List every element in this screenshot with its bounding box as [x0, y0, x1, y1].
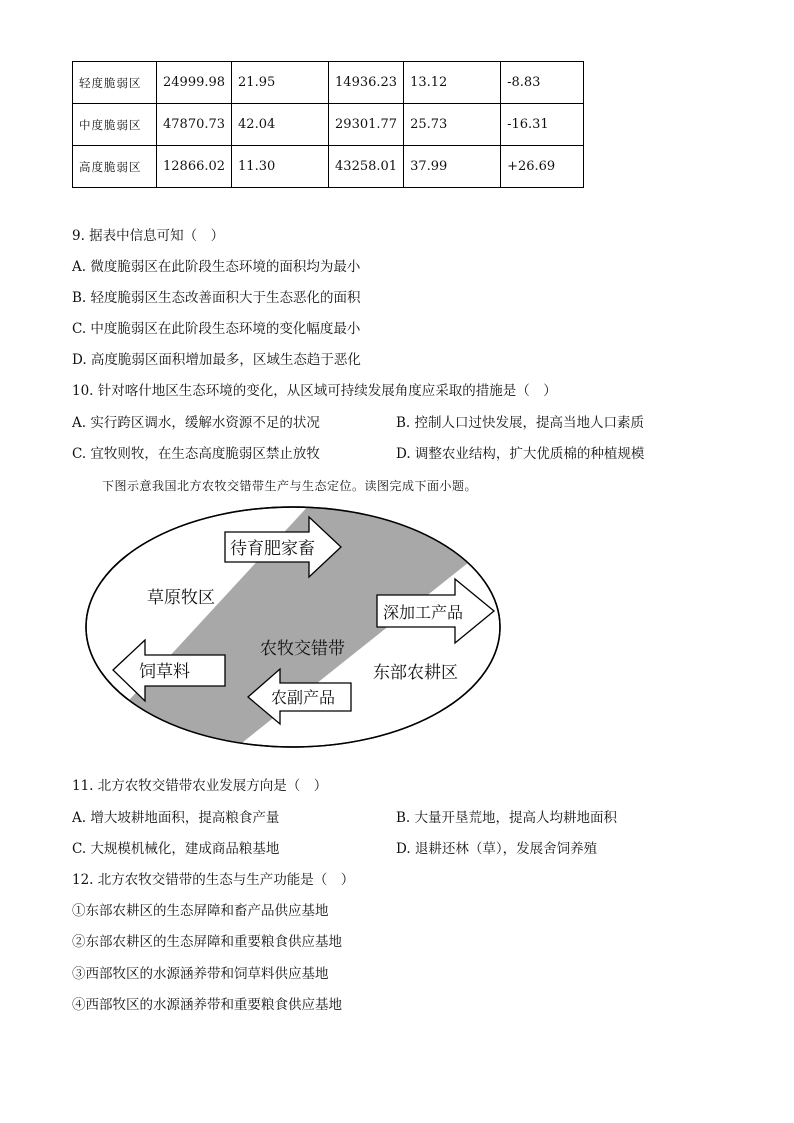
question-9-option-b[interactable]: B. 轻度脆弱区生态改善面积大于生态恶化的面积: [72, 290, 361, 306]
table-cell: 轻度脆弱区: [73, 62, 157, 104]
question-11-option-c[interactable]: C. 大规模机械化，建成商品粮基地: [72, 841, 280, 857]
question-12-option-2[interactable]: ②东部农耕区的生态屏障和重要粮食供应基地: [72, 934, 342, 950]
question-10-option-c[interactable]: C. 宜牧则牧，在生态高度脆弱区禁止放牧: [72, 446, 320, 462]
grassland-label: 草原牧区: [147, 588, 215, 608]
table-cell: 11.30: [232, 146, 329, 188]
question-11-option-b[interactable]: B. 大量开垦荒地，提高人均耕地面积: [396, 810, 618, 826]
question-11-option-a[interactable]: A. 增大坡耕地面积，提高粮食产量: [72, 810, 280, 826]
table-cell: 25.73: [404, 104, 501, 146]
table-cell: 42.04: [232, 104, 329, 146]
question-12-option-1[interactable]: ①东部农耕区的生态屏障和畜产品供应基地: [72, 903, 329, 919]
question-11-stem: 11. 北方农牧交错带农业发展方向是（ ）: [72, 778, 328, 794]
table-row: [73, 62, 584, 104]
table-cell: 21.95: [232, 62, 329, 104]
diagram-intro: 下图示意我国北方农牧交错带生产与生态定位。读图完成下面小题。: [102, 479, 478, 493]
table-cell: 37.99: [404, 146, 501, 188]
ecotone-label: 农牧交错带: [260, 639, 345, 659]
arrow-left-label: 饲草料: [139, 662, 190, 682]
table-row: [73, 146, 584, 188]
question-12-option-3[interactable]: ③西部牧区的水源涵养带和饲草料供应基地: [72, 966, 329, 982]
table-cell: 47870.73: [157, 104, 232, 146]
question-12-option-4[interactable]: ④西部牧区的水源涵养带和重要粮食供应基地: [72, 997, 342, 1013]
farmland-label: 东部农耕区: [373, 663, 458, 683]
table-cell: -8.83: [501, 62, 584, 104]
table-cell: 14936.23: [329, 62, 404, 104]
question-9-stem: 9. 据表中信息可知（ ）: [72, 228, 225, 244]
table-cell: 43258.01: [329, 146, 404, 188]
table-cell: 高度脆弱区: [73, 146, 157, 188]
question-10-option-d[interactable]: D. 调整农业结构，扩大优质棉的种植规模: [396, 446, 645, 462]
table-cell: -16.31: [501, 104, 584, 146]
question-9-option-d[interactable]: D. 高度脆弱区面积增加最多，区域生态趋于恶化: [72, 352, 361, 368]
question-9-option-c[interactable]: C. 中度脆弱区在此阶段生态环境的变化幅度最小: [72, 321, 361, 337]
question-10-stem: 10. 针对喀什地区生态环境的变化，从区域可持续发展角度应采取的措施是（ ）: [72, 383, 557, 399]
question-10-option-a[interactable]: A. 实行跨区调水，缓解水资源不足的状况: [72, 415, 320, 431]
table-cell: 12866.02: [157, 146, 232, 188]
arrow-right-label: 深加工产品: [383, 603, 464, 622]
arrow-top-label: 待育肥家畜: [230, 539, 315, 559]
table-cell: 13.12: [404, 62, 501, 104]
table-cell: 中度脆弱区: [73, 104, 157, 146]
data-table: [72, 61, 584, 188]
table-row: [73, 104, 584, 146]
question-9-option-a[interactable]: A. 微度脆弱区在此阶段生态环境的面积均为最小: [72, 259, 361, 275]
data-table-wrapper: [72, 61, 584, 188]
question-11-option-d[interactable]: D. 退耕还林（草），发展舍饲养殖: [396, 841, 598, 857]
table-cell: 24999.98: [157, 62, 232, 104]
question-12-stem: 12. 北方农牧交错带的生态与生产功能是（ ）: [72, 872, 355, 888]
table-cell: +26.69: [501, 146, 584, 188]
arrow-bottom-label: 农副产品: [271, 688, 336, 707]
question-10-option-b[interactable]: B. 控制人口过快发展，提高当地人口素质: [396, 415, 645, 431]
table-cell: 29301.77: [329, 104, 404, 146]
agro-pastoral-diagram: [83, 505, 503, 750]
